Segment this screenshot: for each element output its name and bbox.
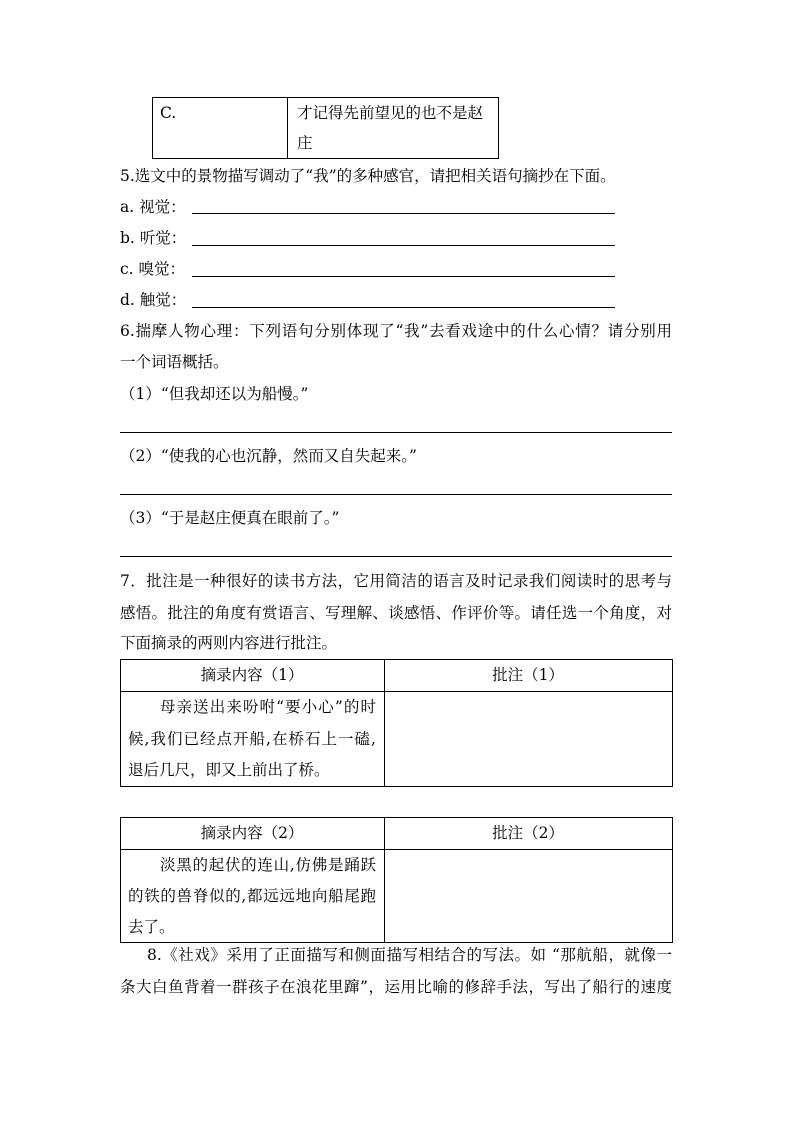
excerpt-1-line-2: 候,我们已经点开船,在桥石上一磕, bbox=[128, 730, 376, 748]
q5-answer-line-visual[interactable] bbox=[192, 213, 615, 214]
q6-item-2: （2）“使我的心也沉静，然而又自失起来。” bbox=[120, 447, 417, 465]
q8-line-1: 8.《社戏》采用了正面描写和侧面描写相结合的写法。如 “那航船，就像一 bbox=[147, 946, 672, 964]
q6-answer-line-3[interactable] bbox=[120, 556, 672, 557]
option-label: C. bbox=[160, 104, 177, 122]
q5-label-smell: c. 嗅觉： bbox=[120, 260, 186, 278]
excerpt-2-line-2: 的铁的兽脊似的,都远远地向船尾跑 bbox=[128, 887, 376, 905]
annotation-table-2-header-excerpt: 摘录内容（2） bbox=[200, 824, 304, 842]
annotation-table-1-header-excerpt: 摘录内容（1） bbox=[200, 666, 304, 684]
q5-answer-line-touch[interactable] bbox=[192, 307, 615, 308]
option-text-line-2: 庄 bbox=[297, 134, 313, 152]
q5-label-touch: d. 触觉： bbox=[120, 291, 187, 309]
q6-stem-line-1: 6.揣摩人物心理：下列语句分别体现了“我”去看戏途中的什么心情？请分别用 bbox=[120, 322, 672, 340]
annotation-answer-area-2[interactable] bbox=[385, 850, 672, 942]
excerpt-2-line-1: 淡黑的起伏的连山,仿佛是踊跃 bbox=[160, 856, 376, 874]
q5-answer-line-smell[interactable] bbox=[192, 276, 615, 277]
excerpt-1-line-3: 退后几尺，即又上前出了桥。 bbox=[128, 761, 330, 779]
excerpt-2-line-3: 去了。 bbox=[128, 918, 175, 936]
option-table-divider bbox=[287, 97, 288, 158]
q7-stem-line-3: 下面摘录的两则内容进行批注。 bbox=[120, 634, 338, 652]
q5-answer-line-hearing[interactable] bbox=[192, 245, 615, 246]
q5-label-visual: a. 视觉： bbox=[120, 198, 186, 216]
q7-stem-line-2: 感悟。批注的角度有赏语言、写理解、谈感悟、作评价等。请任选一个角度，对 bbox=[120, 604, 672, 622]
q5-label-hearing: b. 听觉： bbox=[120, 229, 187, 247]
option-text-line-1: 才记得先前望见的也不是赵 bbox=[297, 104, 484, 122]
q6-answer-line-2[interactable] bbox=[120, 494, 672, 495]
q7-stem-line-1: 7．批注是一种很好的读书方法，它用简洁的语言及时记录我们阅读时的思考与 bbox=[120, 572, 672, 590]
q6-item-1: （1）“但我却还以为船慢。” bbox=[120, 385, 309, 403]
q6-stem-line-2: 一个词语概括。 bbox=[120, 353, 229, 371]
excerpt-1-line-1: 母亲送出来吩咐“要小心”的时 bbox=[160, 698, 376, 716]
q6-item-3: （3）“于是赵庄便真在眼前了。” bbox=[120, 509, 340, 527]
q5-stem: 5.选文中的景物描写调动了“我”的多种感官，请把相关语句摘抄在下面。 bbox=[120, 167, 616, 185]
q6-answer-line-1[interactable] bbox=[120, 432, 672, 433]
annotation-table-1-header-note: 批注（1） bbox=[492, 666, 564, 684]
annotation-table-2-header-note: 批注（2） bbox=[492, 824, 564, 842]
annotation-answer-area-1[interactable] bbox=[385, 692, 672, 786]
q8-line-2: 条大白鱼背着一群孩子在浪花里蹿”，运用比喻的修辞手法，写出了船行的速度 bbox=[120, 978, 672, 996]
